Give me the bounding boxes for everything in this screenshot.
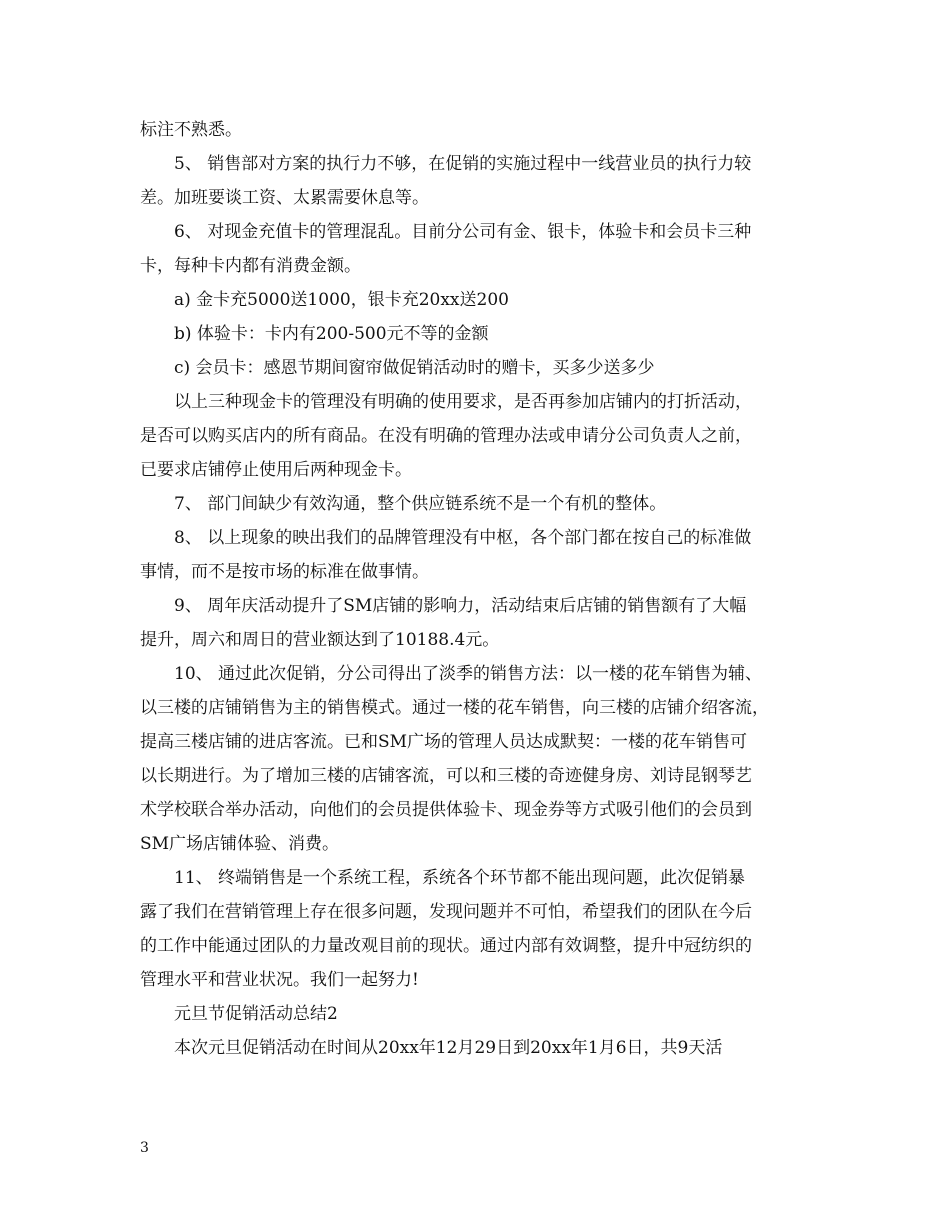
text-line: a) 金卡充5000送1000，银卡充20xx送200 [174,290,509,310]
text-line: 术学校联合举办活动，向他们的会员提供体验卡、现金券等方式吸引他们的会员到 [140,800,752,820]
text-line: 10、 通过此次促销，分公司得出了淡季的销售方法：以一楼的花车销售为辅、 [174,664,763,684]
text-line: 管理水平和营业状况。我们一起努力! [140,970,419,990]
text-line: 6、 对现金充值卡的管理混乱。目前分公司有金、银卡，体验卡和会员卡三种 [174,222,752,242]
text-line: 卡，每种卡内都有消费金额。 [140,256,361,276]
text-line: 的工作中能通过团队的力量改观目前的现状。通过内部有效调整，提升中冠纺织的 [140,936,752,956]
text-line: 以长期进行。为了增加三楼的店铺客流，可以和三楼的奇迹健身房、刘诗昆钢琴艺 [140,766,752,786]
text-line: 是否可以购买店内的所有商品。在没有明确的管理办法或申请分公司负责人之前， [140,426,752,446]
text-line: 8、 以上现象的映出我们的品牌管理没有中枢，各个部门都在按自己的标准做 [174,528,752,548]
text-line: 7、 部门间缺少有效沟通，整个供应链系统不是一个有机的整体。 [174,494,667,514]
text-line: 提高三楼店铺的进店客流。已和SM广场的管理人员达成默契：一楼的花车销售可 [140,732,748,752]
text-line: 标注不熟悉。 [140,120,242,140]
text-line: SM广场店铺体验、消费。 [140,834,340,854]
text-line: 元旦节促销活动总结2 [174,1004,338,1024]
text-line: 差。加班要谈工资、太累需要休息等。 [140,188,429,208]
text-line: b) 体验卡：卡内有200-500元不等的金额 [174,324,489,344]
text-line: 以上三种现金卡的管理没有明确的使用要求，是否再参加店铺内的打折活动， [174,392,752,412]
text-line: 提升，周六和周日的营业额达到了10188.4元。 [140,630,500,650]
text-line: 已要求店铺停止使用后两种现金卡。 [140,460,412,480]
text-line: 以三楼的店铺销售为主的销售模式。通过一楼的花车销售，向三楼的店铺介绍客流， [140,698,769,718]
text-line: 9、 周年庆活动提升了SM店铺的影响力，活动结束后店铺的销售额有了大幅 [174,596,747,616]
text-line: 本次元旦促销活动在时间从20xx年12月29日到20xx年1月6日，共9天活 [174,1038,723,1058]
text-line: c) 会员卡：感恩节期间窗帘做促销活动时的赠卡，买多少送多少 [174,358,655,378]
text-line: 5、 销售部对方案的执行力不够，在促销的实施过程中一线营业员的执行力较 [174,154,752,174]
page-number: 3 [140,1140,149,1156]
text-line: 11、 终端销售是一个系统工程，系统各个环节都不能出现问题，此次促销暴 [174,868,746,888]
document-body [140,113,812,1065]
text-line: 事情，而不是按市场的标准在做事情。 [140,562,429,582]
text-line: 露了我们在营销管理上存在很多问题，发现问题并不可怕，希望我们的团队在今后 [140,902,752,922]
